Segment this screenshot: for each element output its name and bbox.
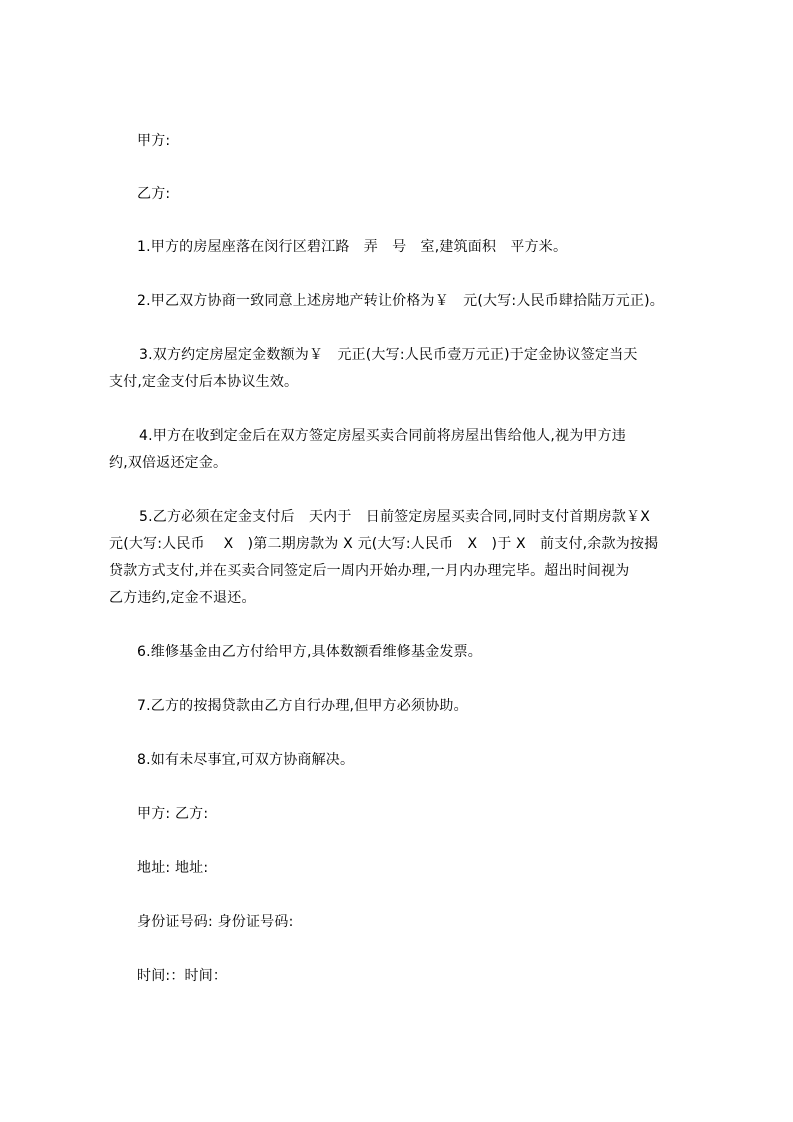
clause-1-line-1: 1.甲方的房屋座落在闵行区碧江路 弄 号 室,建筑面积 平方米。: [137, 239, 568, 255]
clause-3-line-1: 3.双方约定房屋定金数额为￥ 元正(大写:人民币壹万元正)于定金协议签定当天: [139, 347, 638, 363]
clause-5-line-2: 元(大写:人民币 X )第二期房款为 X 元(大写:人民币 X )于 X 前支付,余款为按揭: [109, 536, 659, 552]
clause-3-line-2: 支付,定金支付后本协议生效。: [109, 374, 299, 390]
clause-8-line-1: 8.如有未尽事宜,可双方协商解决。: [137, 752, 355, 768]
party-b-label: 乙方:: [137, 186, 171, 202]
clause-4-line-1: 4.甲方在收到定金后在双方签定房屋买卖合同前将房屋出售给他人,视为甲方违: [139, 428, 627, 444]
signature-address-row: 地址: 地址:: [137, 860, 209, 876]
clause-7-line-1: 7.乙方的按揭贷款由乙方自行办理,但甲方必须协助。: [137, 698, 468, 714]
signature-party-row: 甲方: 乙方:: [137, 806, 209, 822]
clause-5-line-3: 贷款方式支付,并在买卖合同签定后一周内开始办理,一月内办理完毕。超出时间视为: [109, 563, 630, 579]
clause-4-line-2: 约,双倍返还定金。: [109, 455, 228, 471]
clause-5-line-4: 乙方违约,定金不退还。: [109, 590, 256, 606]
signature-id-row: 身份证号码: 身份证号码:: [137, 914, 294, 930]
party-a-label: 甲方:: [137, 133, 171, 149]
clause-2-line-1: 2.甲乙双方协商一致同意上述房地产转让价格为￥ 元(大写:人民币肆拾陆万元正)。: [137, 293, 664, 309]
clause-5-line-1: 5.乙方必须在定金支付后 天内于 日前签定房屋买卖合同,同时支付首期房款￥X: [139, 509, 650, 525]
clause-6-line-1: 6.维修基金由乙方付给甲方,具体数额看维修基金发票。: [137, 644, 483, 660]
signature-time-row: 时间:：时间：: [137, 968, 228, 984]
